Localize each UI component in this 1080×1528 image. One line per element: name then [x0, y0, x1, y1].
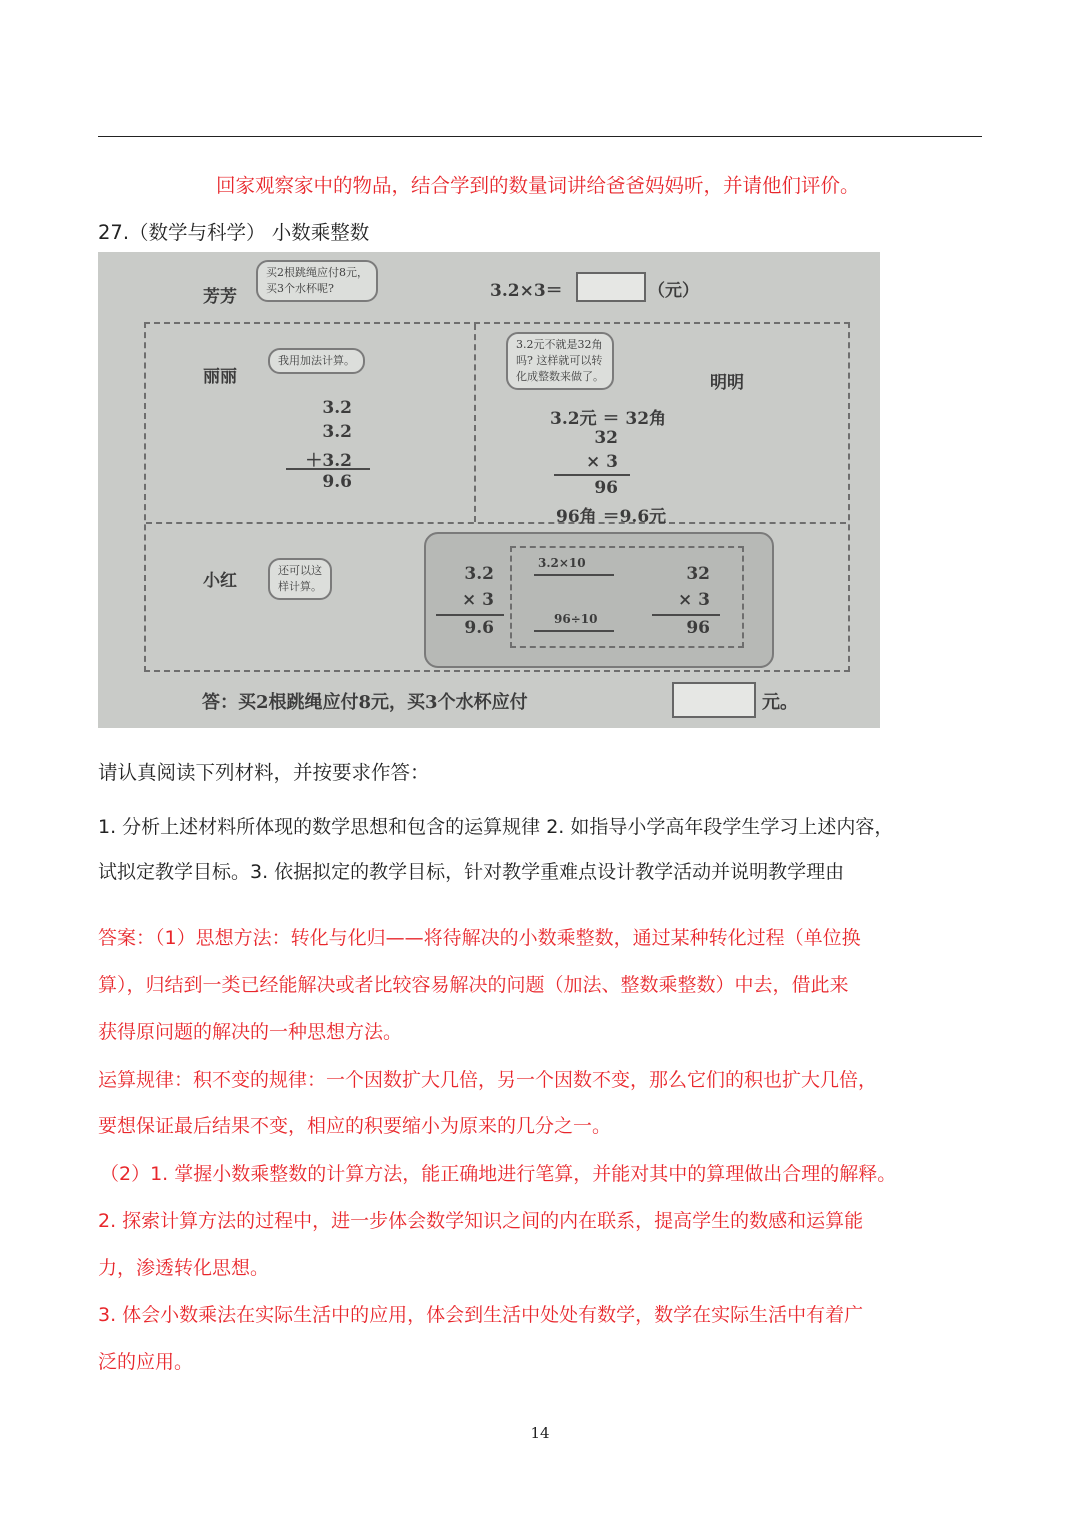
method-left-line-2: × 3 — [462, 590, 494, 610]
answer-line-3: 获得原问题的解决的一种思想方法。 — [98, 1021, 403, 1043]
answer-line-6: （2）1. 掌握小数乘整数的计算方法，能正确地进行笔算，并能对其中的算理做出合理的解释。 — [100, 1163, 897, 1185]
reconversion-line: 96角 ＝9.6元 — [556, 507, 667, 527]
problem-figure — [98, 252, 880, 728]
speech-bubble-bottom: 还可以这 样计算。 — [268, 558, 332, 600]
arrow-label-bottom: 96÷10 — [554, 612, 598, 626]
answer-line-10: 泛的应用。 — [98, 1351, 194, 1373]
answer-prefix: 答：买2根跳绳应付8元，买3个水杯应付 — [202, 692, 528, 713]
question-line-2: 试拟定教学目标。3. 依据拟定的教学目标，针对教学重难点设计教学活动并说明教学理由 — [98, 861, 845, 883]
arrow-top — [534, 574, 614, 576]
method-right-result: 96 — [686, 618, 710, 638]
instruction-text: 请认真阅读下列材料，并按要求作答： — [98, 761, 430, 784]
method-left-line-1: 3.2 — [464, 564, 494, 584]
speech-bubble-left: 我用加法计算。 — [268, 348, 365, 374]
multiplication-line-2: × 3 — [586, 452, 618, 472]
arrow-label-top: 3.2×10 — [538, 556, 586, 570]
method-right-line-1: 32 — [686, 564, 710, 584]
multiplication-line-1: 32 — [594, 428, 618, 448]
addition-line-1: 3.2 — [322, 398, 352, 418]
method-left-result: 9.6 — [464, 618, 494, 638]
answer-line-2: 算），归结到一类已经能解决或者比较容易解决的问题（加法、整数乘整数）中去，借此来 — [98, 974, 849, 996]
addition-line-2: 3.2 — [322, 422, 352, 442]
answer-line-5: 要想保证最后结果不变，相应的积要缩小为原来的几分之一。 — [98, 1115, 612, 1137]
answer-unit: 元。 — [762, 692, 798, 713]
speaker-mingming: 明明 — [710, 373, 744, 393]
addition-result: 9.6 — [322, 472, 352, 492]
answer-line-9: 3. 体会小数乘法在实际生活中的应用，体会到生活中处处有数学，数学在实际生活中有着广 — [98, 1304, 864, 1326]
frame-divider-vertical — [474, 324, 476, 522]
answer-box-top — [576, 272, 646, 302]
method-right-line-2: × 3 — [678, 590, 710, 610]
speech-bubble-top: 买2根跳绳应付8元， 买3个水杯呢? — [256, 260, 378, 302]
multiplication-rule — [554, 474, 630, 476]
answer-line-1: 答案：（1）思想方法：转化与化归——将待解决的小数乘整数，通过某种转化过程（单位换 — [98, 927, 861, 949]
multiplication-result: 96 — [594, 478, 618, 498]
arrow-bottom — [534, 630, 614, 632]
question-line-1: 1. 分析上述材料所体现的数学思想和包含的运算规律 2. 如指导小学高年段学生学习上述内容， — [98, 816, 894, 838]
answer-line-7: 2. 探索计算方法的过程中，进一步体会数学知识之间的内在联系，提高学生的数感和运算能 — [98, 1210, 864, 1232]
header-rule — [98, 136, 982, 137]
conversion-line: 3.2元 ＝ 32角 — [550, 409, 667, 429]
question-title: 27.（数学与科学） 小数乘整数 — [98, 221, 370, 244]
speaker-lili: 丽丽 — [203, 367, 237, 387]
speech-bubble-right: 3.2元不就是32角 吗? 这样就可以转 化成整数来做了。 — [506, 332, 614, 390]
speaker-fangfang: 芳芳 — [203, 287, 237, 307]
speaker-xiaohong: 小红 — [203, 571, 237, 591]
top-unit: （元） — [648, 281, 699, 301]
addition-line-3: ＋3.2 — [305, 451, 352, 471]
answer-line-4: 运算规律：积不变的规律：一个因数扩大几倍，另一个因数不变，那么它们的积也扩大几倍， — [98, 1069, 878, 1091]
frame-divider-horizontal — [146, 522, 846, 524]
method-left-rule — [436, 614, 504, 616]
top-equation: 3.2×3＝ — [490, 281, 563, 301]
addition-rule — [286, 468, 370, 470]
page-number: 14 — [530, 1424, 550, 1442]
header-note: 回家观察家中的物品，结合学到的数量词讲给爸爸妈妈听，并请他们评价。 — [216, 174, 860, 197]
answer-box-bottom — [672, 682, 756, 718]
answer-line-8: 力，渗透转化思想。 — [98, 1257, 270, 1279]
method-right-rule — [652, 614, 720, 616]
